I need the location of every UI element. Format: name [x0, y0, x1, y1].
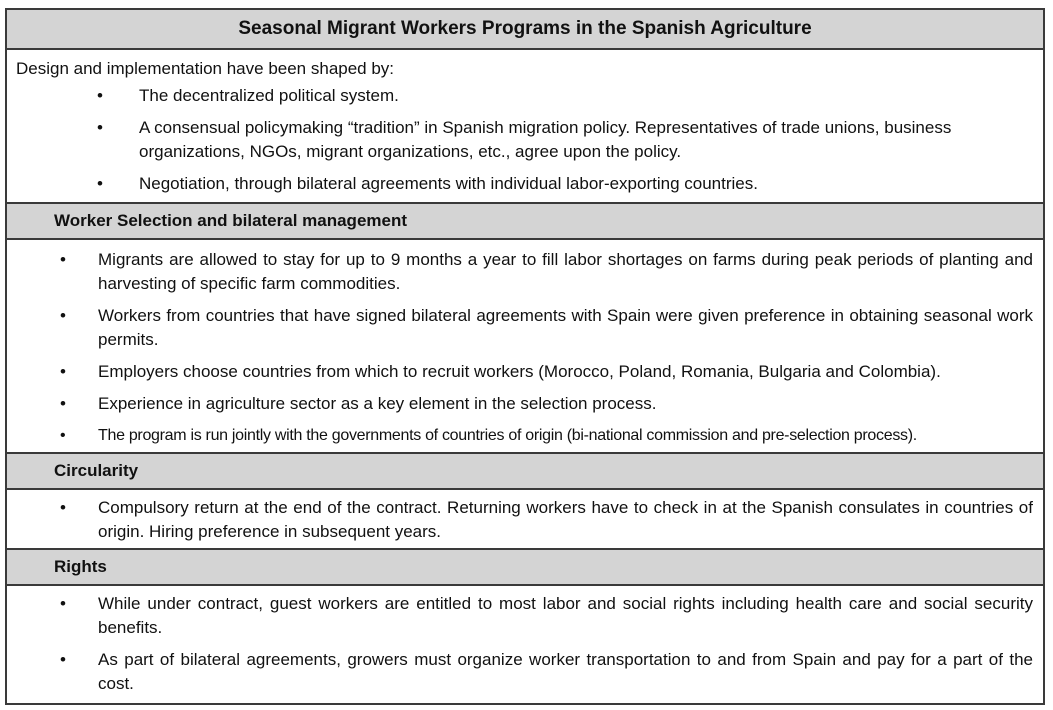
intro-text: Design and implementation have been shaped by: — [16, 59, 395, 78]
list-item: • Migrants are allowed to stay for up to 9 months a year to fill labor shortages on farms during peak periods of planting and harvesting of specific farm commodities. — [60, 250, 1033, 293]
list-item: • As part of bilateral agreements, growers must organize worker transportation to and from Spain and pay for a part of the cost. — [60, 650, 1033, 693]
list-item: • Compulsory return at the end of the contract. Returning workers have to check in at the Spanish consulates in countries of origin. Hiring preference in subsequent years. — [60, 498, 1033, 541]
list-item: • Experience in agriculture sector as a key element in the selection process. — [7, 392, 1043, 416]
intro-section — [7, 50, 1043, 202]
list-item: • Negotiation, through bilateral agreements with individual labor-exporting countries. — [7, 172, 1043, 196]
list-item: • The decentralized political system. — [7, 84, 1043, 108]
rights-bullet-list — [7, 592, 1043, 696]
bullet-icon: • — [60, 394, 66, 413]
bullet-icon: • — [60, 250, 66, 269]
bullet-icon: • — [60, 498, 66, 517]
bullet-icon: • — [97, 118, 103, 137]
bullet-icon: • — [60, 362, 66, 381]
circularity-bullet-list — [7, 496, 1043, 544]
bullet-icon: • — [97, 174, 103, 193]
list-item: • The program is run jointly with the governments of countries of origin (bi-national commission and pre-selection process). — [7, 424, 1043, 448]
bullet-icon: • — [97, 86, 103, 105]
worker-selection-section — [7, 240, 1043, 452]
bullet-icon: • — [60, 427, 66, 444]
section-heading-circularity: Circularity — [7, 452, 1043, 490]
list-item: • Workers from countries that have signed bilateral agreements with Spain were given preference in obtaining seasonal work permits. — [60, 306, 1033, 349]
list-item: • A consensual policymaking “tradition” in Spanish migration policy. Representatives of trade unions, business organizations, NGOs, migrant organizations, etc., agree upon the policy. — [97, 118, 952, 161]
intro-bullet-list — [7, 84, 1043, 196]
list-item: • While under contract, guest workers are entitled to most labor and social rights including health care and social security benefits. — [60, 594, 1033, 637]
bullet-icon: • — [60, 594, 66, 613]
bullet-icon: • — [60, 306, 66, 325]
rights-section — [7, 586, 1043, 696]
section-heading-worker-selection: Worker Selection and bilateral management — [7, 202, 1043, 240]
table-frame — [5, 8, 1045, 705]
section-heading-rights: Rights — [7, 548, 1043, 586]
list-item: • Employers choose countries from which to recruit workers (Morocco, Poland, Romania, Bulgaria and Colombia). — [7, 360, 1043, 384]
table-title: Seasonal Migrant Workers Programs in the Spanish Agriculture — [7, 10, 1043, 50]
circularity-section — [7, 490, 1043, 548]
bullet-icon: • — [60, 650, 66, 669]
worker-selection-bullet-list — [7, 248, 1043, 448]
